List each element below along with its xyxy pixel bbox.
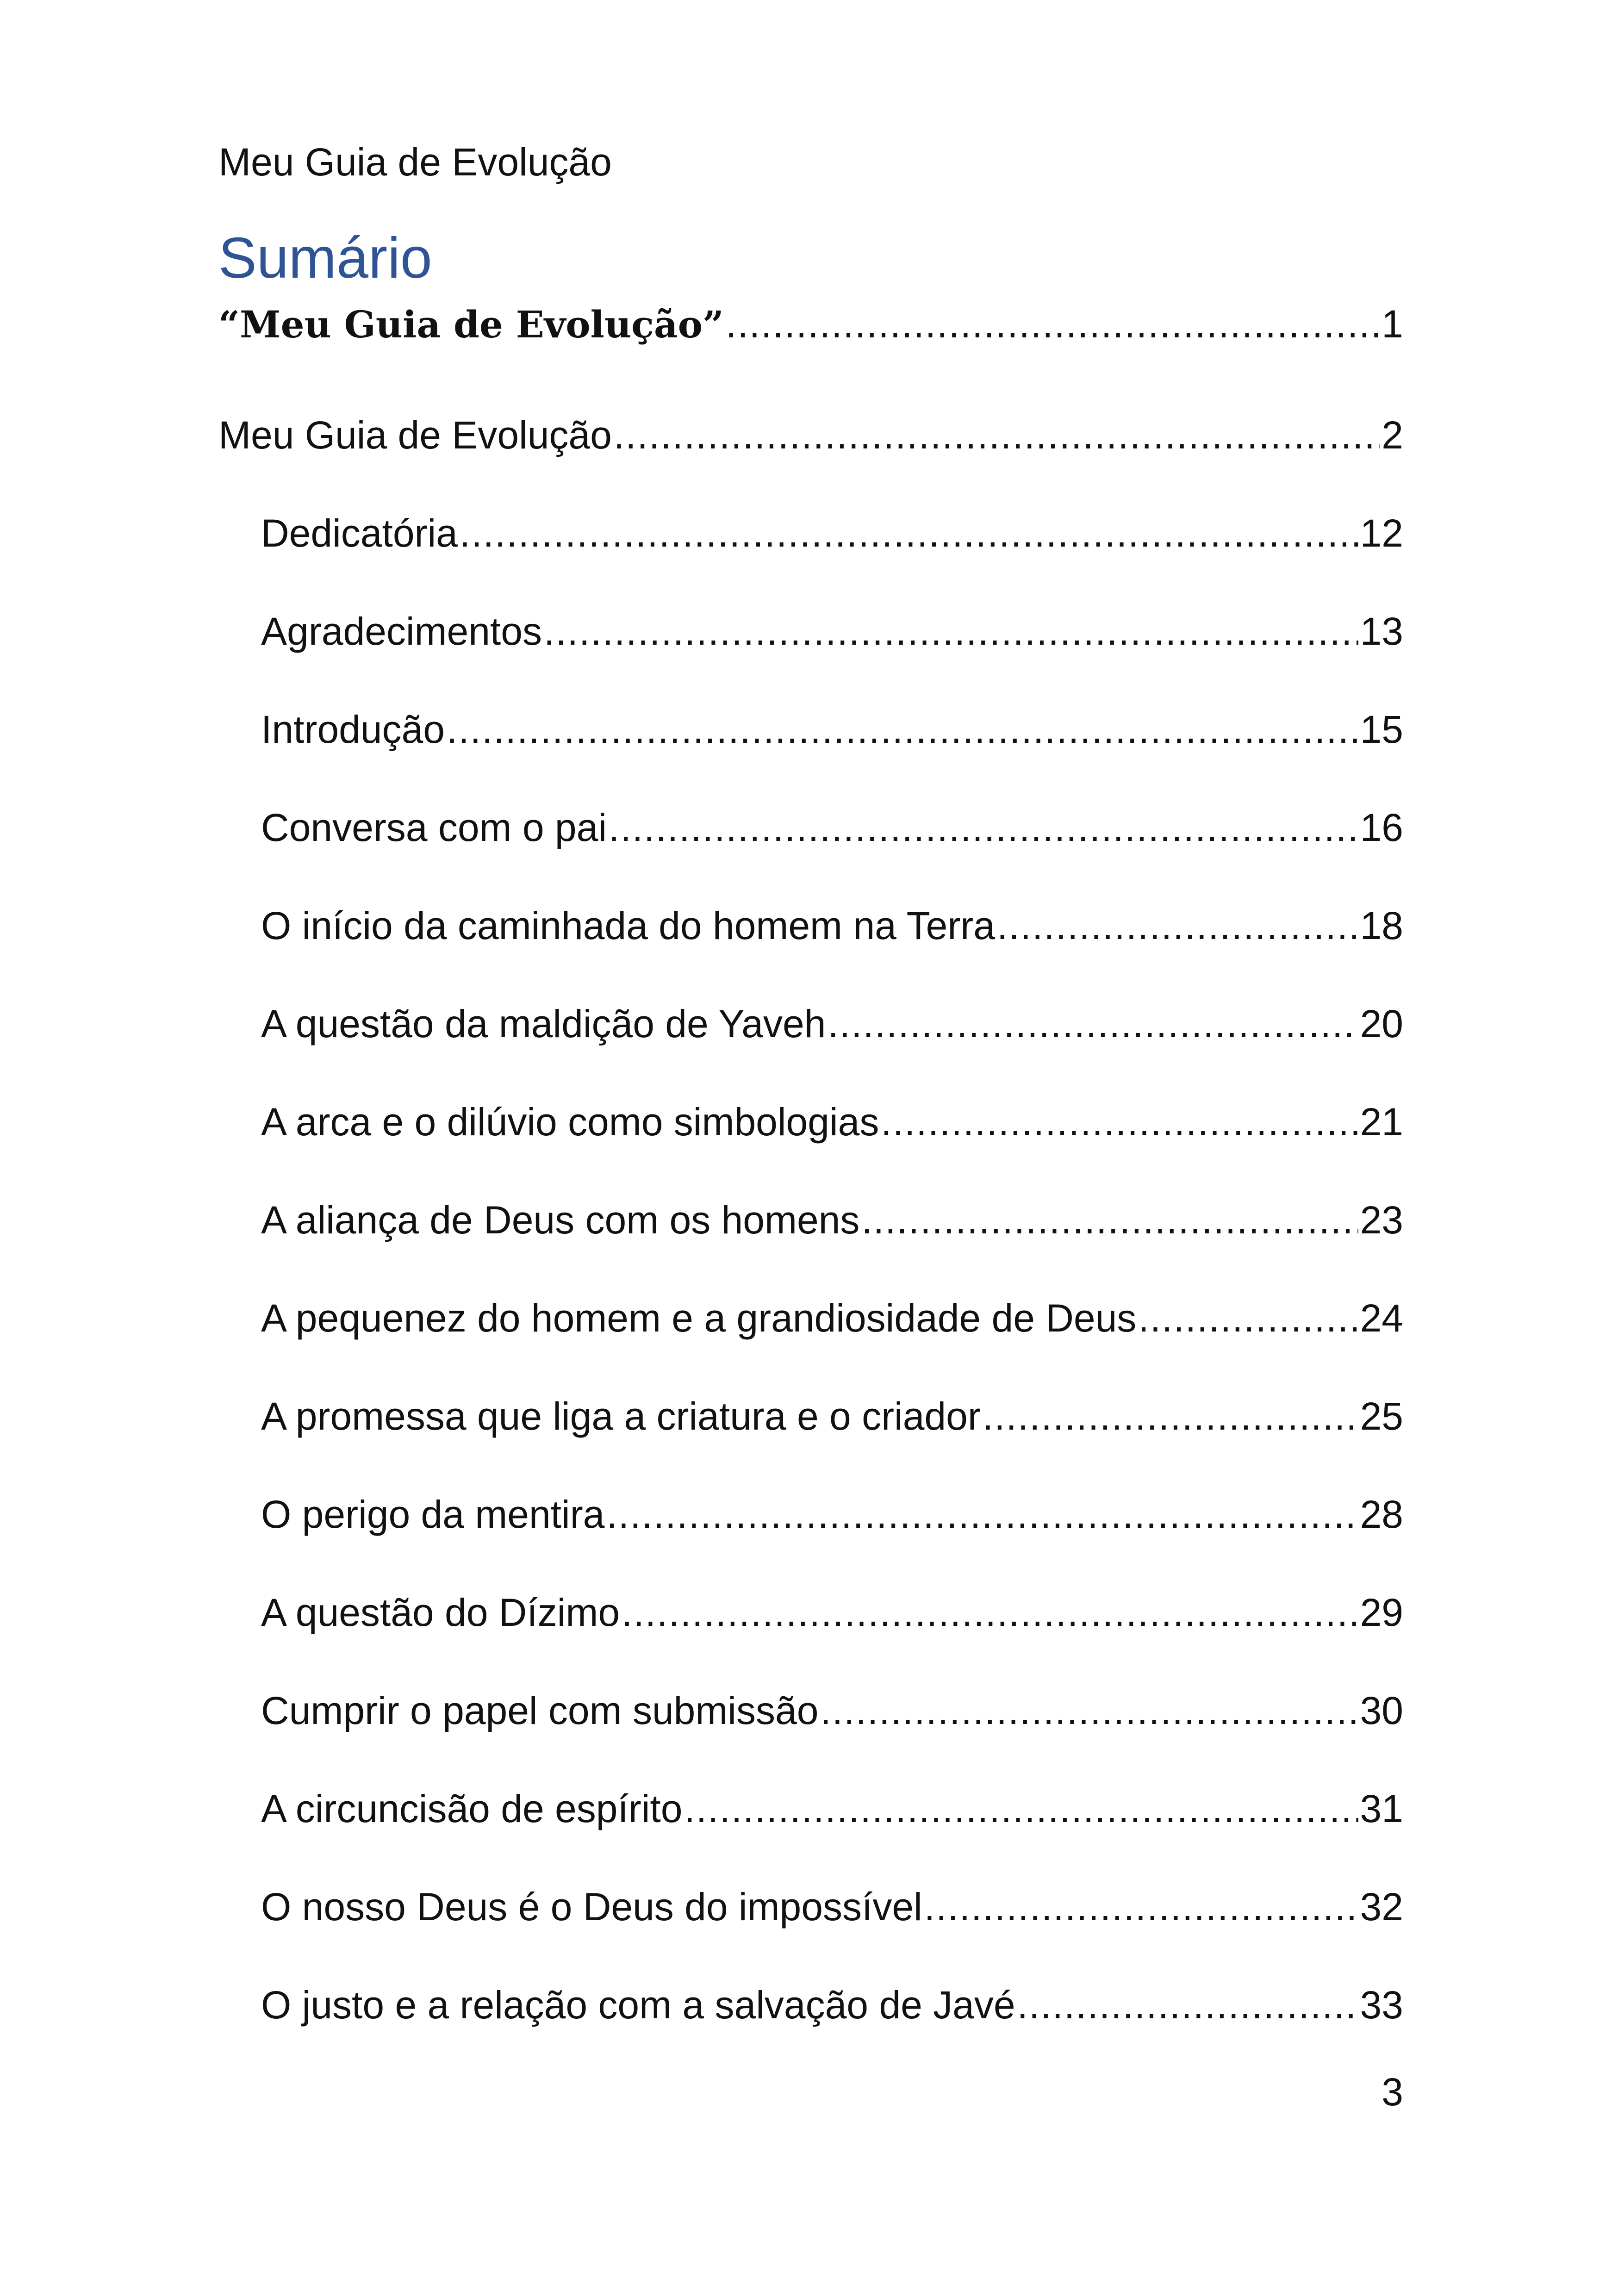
toc-entry-page: 23 (1360, 1198, 1403, 1242)
toc-entry[interactable] (261, 1781, 1403, 1836)
toc-entry[interactable] (261, 604, 1403, 659)
toc-entry-page: 30 (1360, 1689, 1403, 1732)
toc-entry-label: Cumprir o papel com submissão (261, 1689, 819, 1732)
toc-entry-label: A arca e o dilúvio como simbologias (261, 1100, 879, 1144)
toc-leader-dots (983, 1388, 1358, 1444)
toc-entry-page: 15 (1360, 708, 1403, 751)
toc-entry-label: O início da caminhada do homem na Terra (261, 904, 995, 947)
toc-leader-dots (726, 296, 1380, 352)
toc-entry-label: Agradecimentos (261, 610, 542, 653)
toc-entry-page: 28 (1360, 1493, 1403, 1536)
toc-leader-dots (828, 996, 1358, 1052)
toc-leader-dots (614, 407, 1380, 463)
toc-entry-page: 31 (1360, 1787, 1403, 1830)
toc-entry[interactable] (261, 1879, 1403, 1935)
toc-leader-dots (606, 1487, 1358, 1542)
toc-entry-label: A promessa que liga a criatura e o criador (261, 1394, 981, 1438)
toc-entry[interactable] (261, 1487, 1403, 1542)
toc-entry[interactable] (261, 898, 1403, 953)
toc-entry-page: 1 (1382, 302, 1403, 346)
toc-leader-dots (820, 1683, 1358, 1738)
toc-leader-dots (861, 1192, 1358, 1248)
toc-leader-dots (609, 800, 1358, 855)
toc-entry[interactable] (218, 296, 1403, 352)
toc-entry[interactable] (261, 505, 1403, 561)
toc-entry-label: Introdução (261, 708, 445, 751)
toc-entry-label: A questão do Dízimo (261, 1591, 620, 1634)
toc-leader-dots (1017, 1977, 1358, 2033)
toc-entry-page: 16 (1360, 806, 1403, 849)
toc-entry[interactable] (218, 407, 1403, 463)
toc-leader-dots (447, 702, 1358, 757)
toc-leader-dots (544, 604, 1358, 659)
toc-leader-dots (622, 1585, 1358, 1640)
toc-entry[interactable] (261, 996, 1403, 1052)
toc-leader-dots (1138, 1290, 1358, 1346)
toc-entry-label: O perigo da mentira (261, 1493, 605, 1536)
toc-leader-dots (881, 1094, 1358, 1150)
toc-entry-page: 2 (1382, 413, 1403, 457)
toc-entry-page: 33 (1360, 1983, 1403, 2027)
page-number: 3 (1382, 2070, 1403, 2114)
toc-entry-label: A questão da maldição de Yaveh (261, 1002, 826, 1045)
toc-entry-page: 18 (1360, 904, 1403, 947)
toc-entry[interactable] (261, 1388, 1403, 1444)
toc-leader-dots (460, 505, 1358, 561)
toc-entry[interactable] (261, 1683, 1403, 1738)
toc-entry[interactable] (261, 1094, 1403, 1150)
toc-entry-label: O justo e a relação com a salvação de Javé (261, 1983, 1015, 2027)
toc-entry-label: Conversa com o pai (261, 806, 607, 849)
toc-entry-page: 20 (1360, 1002, 1403, 1045)
toc-leader-dots (684, 1781, 1358, 1836)
toc-entry-page: 32 (1360, 1885, 1403, 1929)
toc-entry-label: “Meu Guia de Evolução” (218, 303, 724, 346)
toc-entry[interactable] (261, 1192, 1403, 1248)
running-header: Meu Guia de Evolução (218, 140, 612, 184)
toc-entry[interactable] (261, 1585, 1403, 1640)
toc-entry-label: A aliança de Deus com os homens (261, 1198, 860, 1242)
toc-title: Sumário (218, 226, 432, 290)
toc-entry-label: Dedicatória (261, 511, 458, 555)
toc-entry-page: 24 (1360, 1296, 1403, 1340)
toc-entry[interactable] (261, 1977, 1403, 2033)
toc-entry-label: A circuncisão de espírito (261, 1787, 683, 1830)
toc-entry-label: O nosso Deus é o Deus do impossível (261, 1885, 922, 1929)
toc-entry-page: 12 (1360, 511, 1403, 555)
toc-entry-label: A pequenez do homem e a grandiosidade de Deus (261, 1296, 1137, 1340)
toc-entry-page: 21 (1360, 1100, 1403, 1144)
toc-entry[interactable] (261, 800, 1403, 855)
toc-entry-page: 13 (1360, 610, 1403, 653)
toc-entry-label: Meu Guia de Evolução (218, 413, 612, 457)
toc-leader-dots (997, 898, 1358, 953)
toc-entry-page: 25 (1360, 1394, 1403, 1438)
toc-entry[interactable] (261, 702, 1403, 757)
toc-leader-dots (924, 1879, 1358, 1935)
toc-entry-page: 29 (1360, 1591, 1403, 1634)
toc-entry[interactable] (261, 1290, 1403, 1346)
